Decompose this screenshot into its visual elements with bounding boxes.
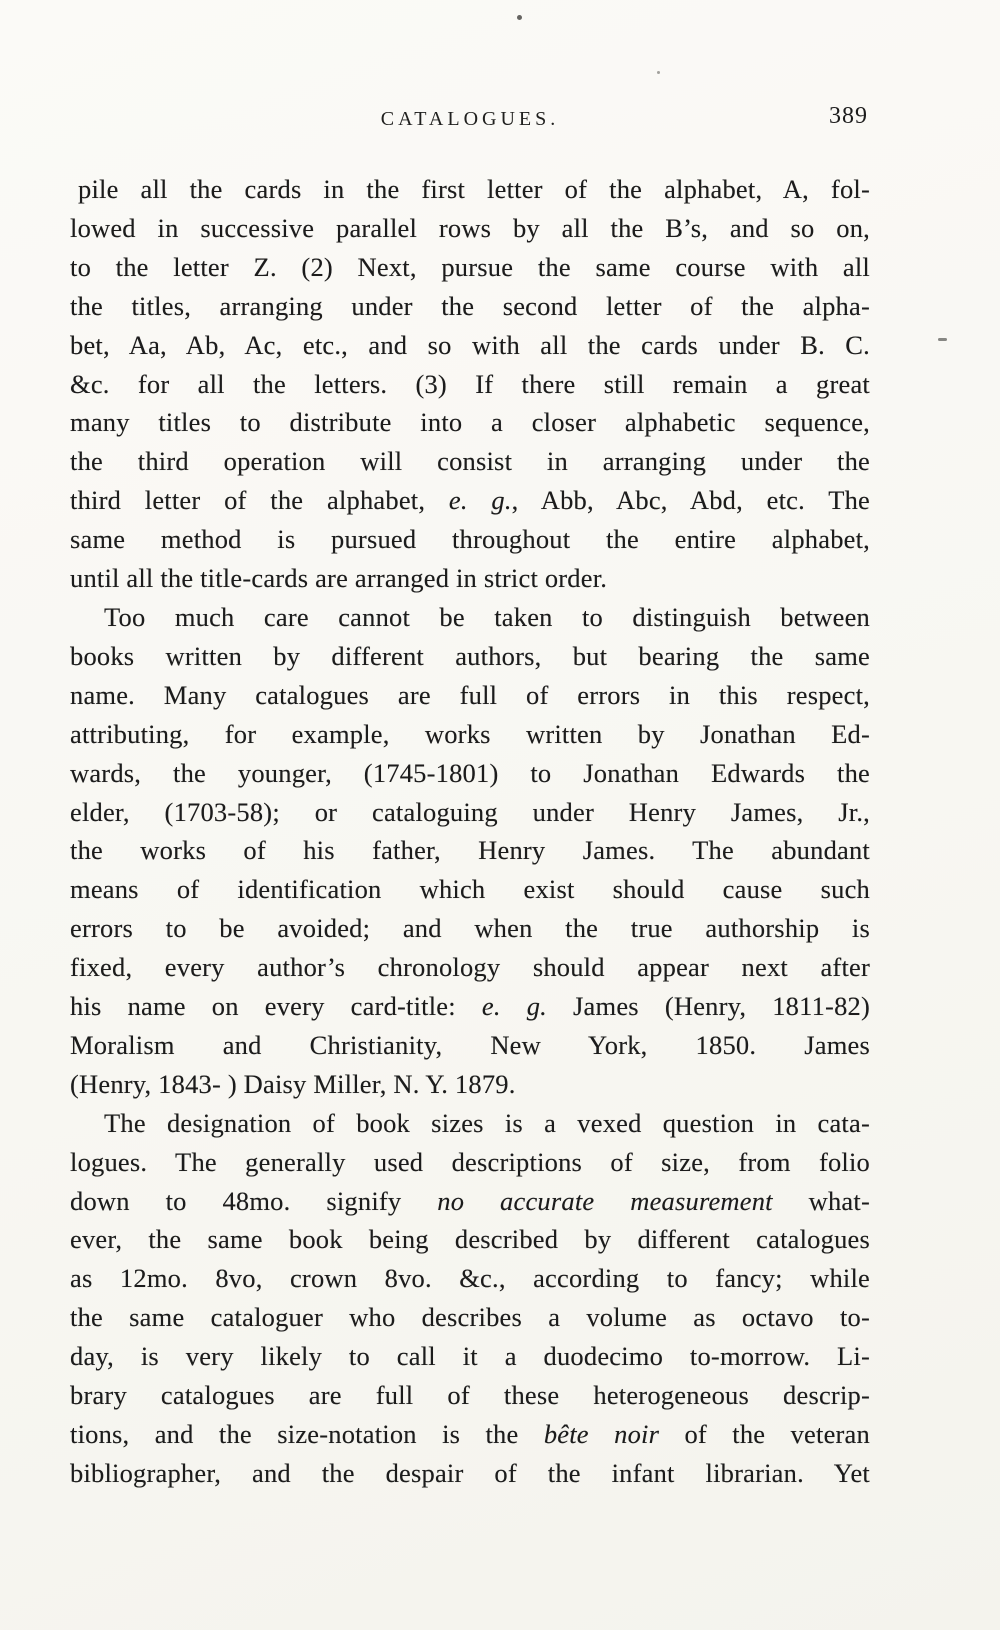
running-head-title: CATALOGUES. (380, 108, 560, 130)
scan-speck (938, 338, 947, 341)
text-line (70, 248, 870, 287)
text-line (70, 637, 870, 676)
text-line (70, 1182, 870, 1221)
text-line (70, 559, 870, 598)
running-head (70, 103, 870, 142)
text-run-italic: e. g. (448, 485, 512, 516)
text-run: the third operation will consist in arranging under the (70, 446, 870, 477)
text-run: means of identification which exist should cause such (70, 874, 870, 905)
text-run: the same cataloguer who describes a volume as octavo to- (70, 1302, 870, 1333)
text-line (70, 793, 870, 832)
text-run: Too much care cannot be taken to distinguish between (104, 601, 870, 632)
text-run: the works of his father, Henry James. The abundant (70, 835, 870, 866)
text-run: until all the title-cards are arranged in strict order. (70, 563, 608, 594)
text-run-italic: bête noir (543, 1419, 660, 1449)
text-run: pile all the cards in the first letter of the alphabet, A, fol- (78, 174, 870, 204)
text-line (70, 754, 870, 793)
paragraph (70, 170, 870, 598)
text-run: ever, the same book being described by different catalogues (70, 1224, 870, 1255)
text-line (70, 1259, 870, 1298)
page-body (70, 170, 870, 1493)
text-run: bibliographer, and the despair of the infant librarian. Yet (70, 1457, 870, 1488)
text-run: as 12mo. 8vo, crown 8vo. &c., according to fancy; while (70, 1263, 870, 1294)
text-line (70, 870, 870, 909)
text-line (70, 1104, 870, 1143)
text-run: to the letter Z. (2) Next, pursue the same course with all (70, 251, 870, 282)
text-run: elder, (1703-58); or cataloguing under Henry James, Jr., (70, 796, 870, 827)
text-run: down to 48mo. signify (70, 1185, 438, 1216)
text-line (70, 520, 870, 559)
scan-speck (657, 71, 660, 74)
text-run: tions, and the size-notation is the (70, 1419, 544, 1449)
text-line (70, 326, 870, 365)
text-line (70, 365, 870, 404)
text-run: (Henry, 1843- ) Daisy Miller, N. Y. 1879. (70, 1068, 516, 1099)
text-line (70, 715, 870, 754)
text-run: bet, Aa, Ab, Ac, etc., and so with all the cards under B. C. (70, 329, 870, 360)
text-line (70, 1026, 870, 1065)
text-run: what- (772, 1185, 870, 1216)
paragraph (70, 1104, 870, 1493)
text-run: wards, the younger, (1745-1801) to Jonathan Edwards the (70, 757, 870, 788)
text-run: fixed, every author’s chronology should appear next after (70, 952, 870, 983)
text-run: day, is very likely to call it a duodecimo to-morrow. Li- (70, 1341, 870, 1372)
text-run: the titles, arranging under the second letter of the alpha- (70, 290, 870, 321)
text-line (70, 987, 870, 1026)
text-line (70, 909, 870, 948)
text-run: James (Henry, 1811-82) (546, 991, 870, 1022)
text-line (70, 1065, 870, 1104)
text-line (70, 1376, 870, 1415)
text-line (70, 831, 870, 870)
text-run: &c. for all the letters. (3) If there still remain a great (70, 368, 870, 399)
text-line (70, 209, 870, 248)
text-run: books written by different authors, but bearing the same (70, 640, 870, 671)
text-line (70, 1298, 870, 1337)
text-run: same method is pursued throughout the entire alphabet, (70, 524, 870, 555)
text-run: errors to be avoided; and when the true authorship is (70, 913, 870, 944)
text-line (70, 481, 870, 520)
text-run-italic: e. g. (481, 991, 547, 1022)
text-line (70, 1415, 870, 1454)
text-block (70, 103, 870, 1493)
text-run-italic: no accurate measurement (437, 1185, 773, 1216)
text-line (70, 403, 870, 442)
paragraph (70, 598, 870, 1104)
text-line (70, 1454, 870, 1493)
text-line (70, 1143, 870, 1182)
text-run: attributing, for example, works written by Jonathan Ed- (70, 718, 870, 749)
text-run: lowed in successive parallel rows by all the B’s, and so on, (70, 212, 870, 243)
text-line (70, 1337, 870, 1376)
text-run: many titles to distribute into a closer alphabetic sequence, (70, 407, 870, 438)
page-number: 389 (829, 103, 868, 129)
text-line (70, 287, 870, 326)
text-run: The designation of book sizes is a vexed question in cata- (104, 1107, 870, 1138)
text-line (70, 1220, 870, 1259)
text-run: , Abb, Abc, Abd, etc. The (511, 485, 870, 516)
scan-speck (517, 15, 522, 20)
text-line (70, 170, 870, 209)
text-run: Moralism and Christianity, New York, 1850. James (70, 1029, 870, 1060)
text-run: brary catalogues are full of these heterogeneous descrip- (70, 1380, 870, 1411)
text-run: third letter of the alphabet, (70, 485, 449, 516)
text-line (70, 676, 870, 715)
text-run: name. Many catalogues are full of errors in this respect, (70, 679, 870, 710)
text-run: logues. The generally used descriptions of size, from folio (70, 1146, 870, 1177)
text-line (70, 948, 870, 987)
text-line (70, 598, 870, 637)
text-run: of the veteran (659, 1419, 870, 1449)
text-run: his name on every card-title: (70, 991, 482, 1022)
text-line (70, 442, 870, 481)
